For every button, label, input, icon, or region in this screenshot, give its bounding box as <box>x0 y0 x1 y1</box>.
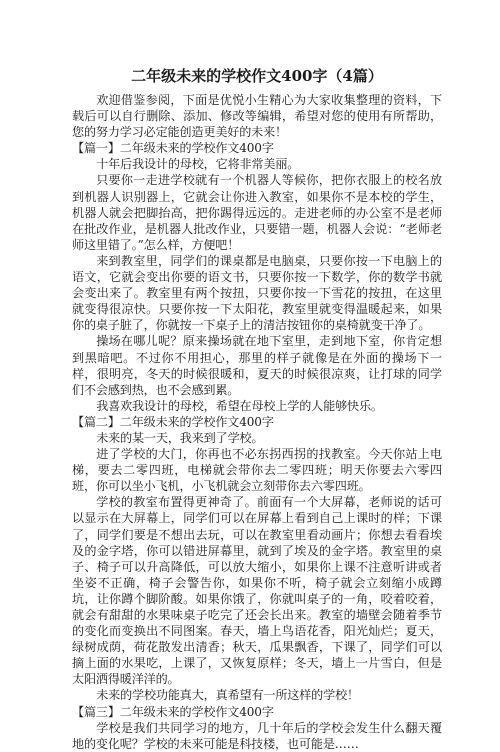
paragraph: 学校的教室布置得更神奇了。前面有一个大屏幕，老师说的话可以显示在大屏幕上，同学们可以在屏幕上看到自己上课时的样；下课了，同学们要是不想出去玩，可以在教室里看动画片；你想去看看埃及的金字塔，你可以错进屏幕里，就到了埃及的金字塔。教室里的桌子、椅子可以升高降低，可以放大缩小，如果你上课不注意听讲或者坐姿不正确，椅子会警告你，如果你不听，椅子就会立刻缩小成蹲坑，让你蹲个脚阶酸。如果你饿了，你就叫桌子的一角，咬着咬着，就会有甜甜的水果味桌子吃完了还会长出来。教室的墙壁会随着季节的变化而变换出不同图案。春天，墙上鸟语花香，阳光灿烂；夏天，绿树成荫，荷花散发出清香；秋天，瓜果飘香，下课了，同学们可以摘上面的水果吃，上课了，又恢复原样；冬天，墙上一片雪白，但是太阳洒得暖洋洋的。 <box>72 495 442 687</box>
paragraph: 学校是我们共同学习的地方，几十年后的学校会发生什么翻天覆地的变化呢？学校的未来可能是科技楼，也可能是…… <box>72 720 442 751</box>
paragraph: 未来的某一天，我来到了学校。 <box>96 430 264 445</box>
paragraph: 未来的学校功能真大，真希望有一所这样的学校！ <box>96 688 359 703</box>
section-heading: 【篇三】二年级未来的学校作文400字 <box>72 704 274 719</box>
paragraph: 欢迎借鉴参阅，下面是优悦小生精心为大家收集整理的资料，下载后可以自行删除、添加、修改等编辑，希望对您的使用有所帮助，您的努力学习必定能创造更美好的未来！ <box>72 93 442 140</box>
paragraph: 只要你一走进学校就有一个机器人等候你，把你衣服上的校名放到机器人识别器上，它就会让你进入教室，如果你不是本校的学生，机器人就会把脚抬高，把你踢得远远的。走进老师的办公室不是老师在批改作业，是机器人批改作业，只要错一题，机器人会说：“老师老师这里错了。”怎么样，方便吧！ <box>72 173 442 252</box>
paragraph: 操场在哪儿呢？原来操场就在地下室里，走到地下室，你肯定想到黑暗吧。不过你不用担心，那里的样子就像是在外面的操场下一样，很明亮，冬天的时候很暖和，夏天的时候很凉爽，让打球的同学们不会感到热，也不会感到累。 <box>72 334 442 397</box>
paragraph: 来到教室里，同学们的课桌都是电脑桌，只要你按一下电脑上的语文，它就会变出你要的语文书，只要你按一下数学，你的数学书就会变出来了。教室里有两个按扭，只要你按一下雪花的按扭，在这里就变得很凉快。只要你按一下太阳花，教室里就变得温暖起来，如果你的桌子脏了，你就按一下桌子上的清洁按钮你的桌椅就变干净了。 <box>72 253 442 333</box>
document-title: 二年级未来的学校作文400字（4篇） <box>131 67 383 85</box>
paragraph: 我喜欢我设计的母校，希望在母校上学的人能够快乐。 <box>96 398 383 413</box>
document-body <box>72 92 442 752</box>
paragraph: 进了学校的大门，你再也不必东拐西拐的找教室。今天你站上电梯，要去二零四班，电梯就会带你去二零四班；明天你要去六零四班，你可以坐小飞机，小飞机就会立刻带你去六零四班。 <box>72 447 442 494</box>
section-heading: 【篇一】二年级未来的学校作文400字 <box>72 141 274 156</box>
section-heading: 【篇二】二年级未来的学校作文400字 <box>72 414 274 429</box>
paragraph: 十年后我设计的母校，它将非常美丽。 <box>96 157 300 172</box>
